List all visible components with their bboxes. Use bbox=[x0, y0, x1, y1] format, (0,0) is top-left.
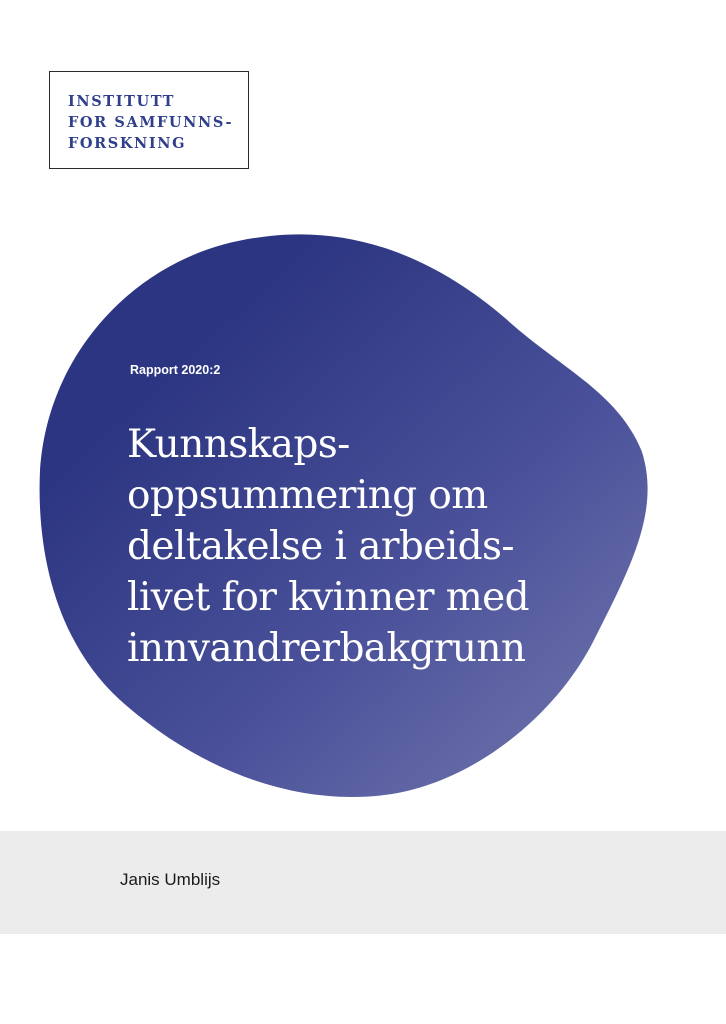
report-title-line-1: Kunnskaps- bbox=[127, 422, 350, 467]
report-title-line-3: deltakelse i arbeids- bbox=[127, 524, 514, 569]
author-band bbox=[0, 831, 726, 934]
report-title-line-4: livet for kvinner med bbox=[127, 575, 530, 620]
publisher-logo-line-2: FOR SAMFUNNS- bbox=[68, 114, 234, 131]
report-title-line-2: oppsummering om bbox=[127, 473, 488, 518]
report-title-line-5: innvandrerbakgrunn bbox=[127, 626, 526, 671]
publisher-logo-line-1: INSTITUTT bbox=[68, 93, 175, 110]
publisher-logo-line-3: FORSKNING bbox=[68, 135, 187, 152]
author-name: Janis Umblijs bbox=[120, 870, 221, 889]
report-title bbox=[127, 419, 607, 674]
report-number: Rapport 2020:2 bbox=[130, 363, 221, 377]
